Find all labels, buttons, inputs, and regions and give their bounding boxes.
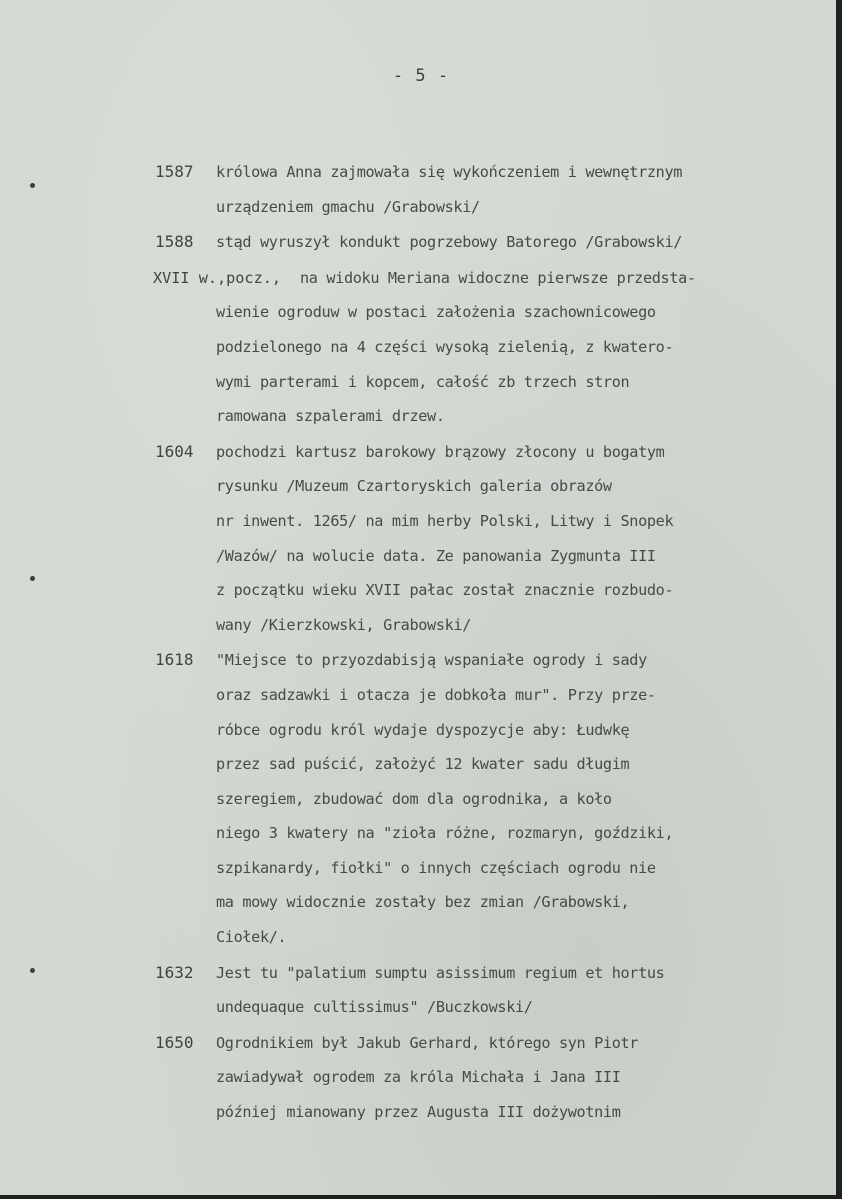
entry-year: XVII w.,pocz.,: [153, 268, 282, 287]
text-line: /Wazów/ na wolucie data. Ze panowania Zygmunta III: [216, 546, 656, 565]
entry-text: [216, 956, 816, 1025]
text-line: ramowana szpalerami drzew.: [216, 407, 445, 426]
text-line: z początku wieku XVII pałac został znacznie rozbudo-: [216, 581, 674, 600]
entry-year: 1650: [155, 1032, 194, 1052]
chronology-entry: [0, 956, 842, 1025]
entry-year: 1632: [155, 962, 194, 982]
page-number: - 5 -: [392, 66, 450, 86]
text-line: undequaque cultissimus" /Buczkowski/: [216, 998, 533, 1017]
text-line: róbce ogrodu król wydaje dyspozycje aby: Łudwkę: [216, 720, 630, 739]
chronology-entry: [0, 1026, 842, 1130]
chronology-entry: [0, 155, 842, 224]
text-line: urządzeniem gmachu /Grabowski/: [216, 197, 480, 216]
entry-year: 1618: [155, 650, 194, 670]
entry-year: 1604: [155, 441, 194, 461]
chronology-entry: [0, 435, 842, 643]
chronology-entry: [0, 261, 842, 434]
text-line: królowa Anna zajmowała się wykończeniem i wewnętrznym: [216, 163, 683, 181]
text-line: nr inwent. 1265/ na mim herby Polski, Litwy i Snopek: [216, 511, 674, 530]
text-line: rysunku /Muzeum Czartoryskich galeria obrazów: [216, 477, 612, 496]
text-line: Jest tu "palatium sumptu asissimum regium et hortus: [216, 963, 665, 982]
entry-text: [216, 155, 816, 224]
entry-text: [216, 435, 816, 643]
text-line: Ogrodnikiem był Jakub Gerhard, którego syn Piotr: [216, 1033, 639, 1052]
text-line: Ciołek/.: [216, 928, 287, 947]
text-line: oraz sadzawki i otacza je dobkoła mur". Przy prze-: [216, 685, 656, 704]
text-line: później mianowany przez Augusta III dożywotnim: [216, 1103, 621, 1122]
entry-year: 1587: [155, 162, 194, 181]
entry-text: [216, 643, 816, 954]
chronology-entries: [0, 155, 842, 1131]
text-line: na widoku Meriana widoczne pierwsze przedsta-: [300, 268, 696, 287]
text-line: wienie ogroduw w postaci założenia szachownicowego: [216, 303, 656, 322]
text-line: przez sad puścić, założyć 12 kwater sadu długim: [216, 755, 630, 774]
text-line: wany /Kierzkowski, Grabowski/: [216, 615, 472, 634]
text-line: wymi parterami i kopcem, całość zb trzech stron: [216, 372, 630, 391]
chronology-entry: [0, 643, 842, 954]
text-line: szeregiem, zbudować dom dla ogrodnika, a koło: [216, 789, 612, 808]
text-line: "Miejsce to przyozdabisją wspaniałe ogrody i sady: [216, 651, 647, 670]
text-line: ma mowy widocznie zostały bez zmian /Grabowski,: [216, 893, 630, 912]
text-line: podzielonego na 4 części wysoką zielenią, z kwatero-: [216, 337, 674, 356]
text-line: zawiadywał ogrodem za króla Michała i Jana III: [216, 1068, 621, 1087]
text-line: szpikanardy, fiołki" o innych częściach ogrodu nie: [216, 858, 656, 877]
entry-text: [216, 1026, 816, 1130]
entry-text: [216, 225, 816, 260]
text-line: niego 3 kwatery na "zioła różne, rozmaryn, goździki,: [216, 824, 674, 843]
chronology-entry: [0, 225, 842, 260]
entry-year: 1588: [155, 232, 194, 252]
text-line: pochodzi kartusz barokowy brązowy złocony u bogatym: [216, 442, 665, 461]
text-line: stąd wyruszył kondukt pogrzebowy Batorego /Grabowski/: [216, 233, 683, 252]
